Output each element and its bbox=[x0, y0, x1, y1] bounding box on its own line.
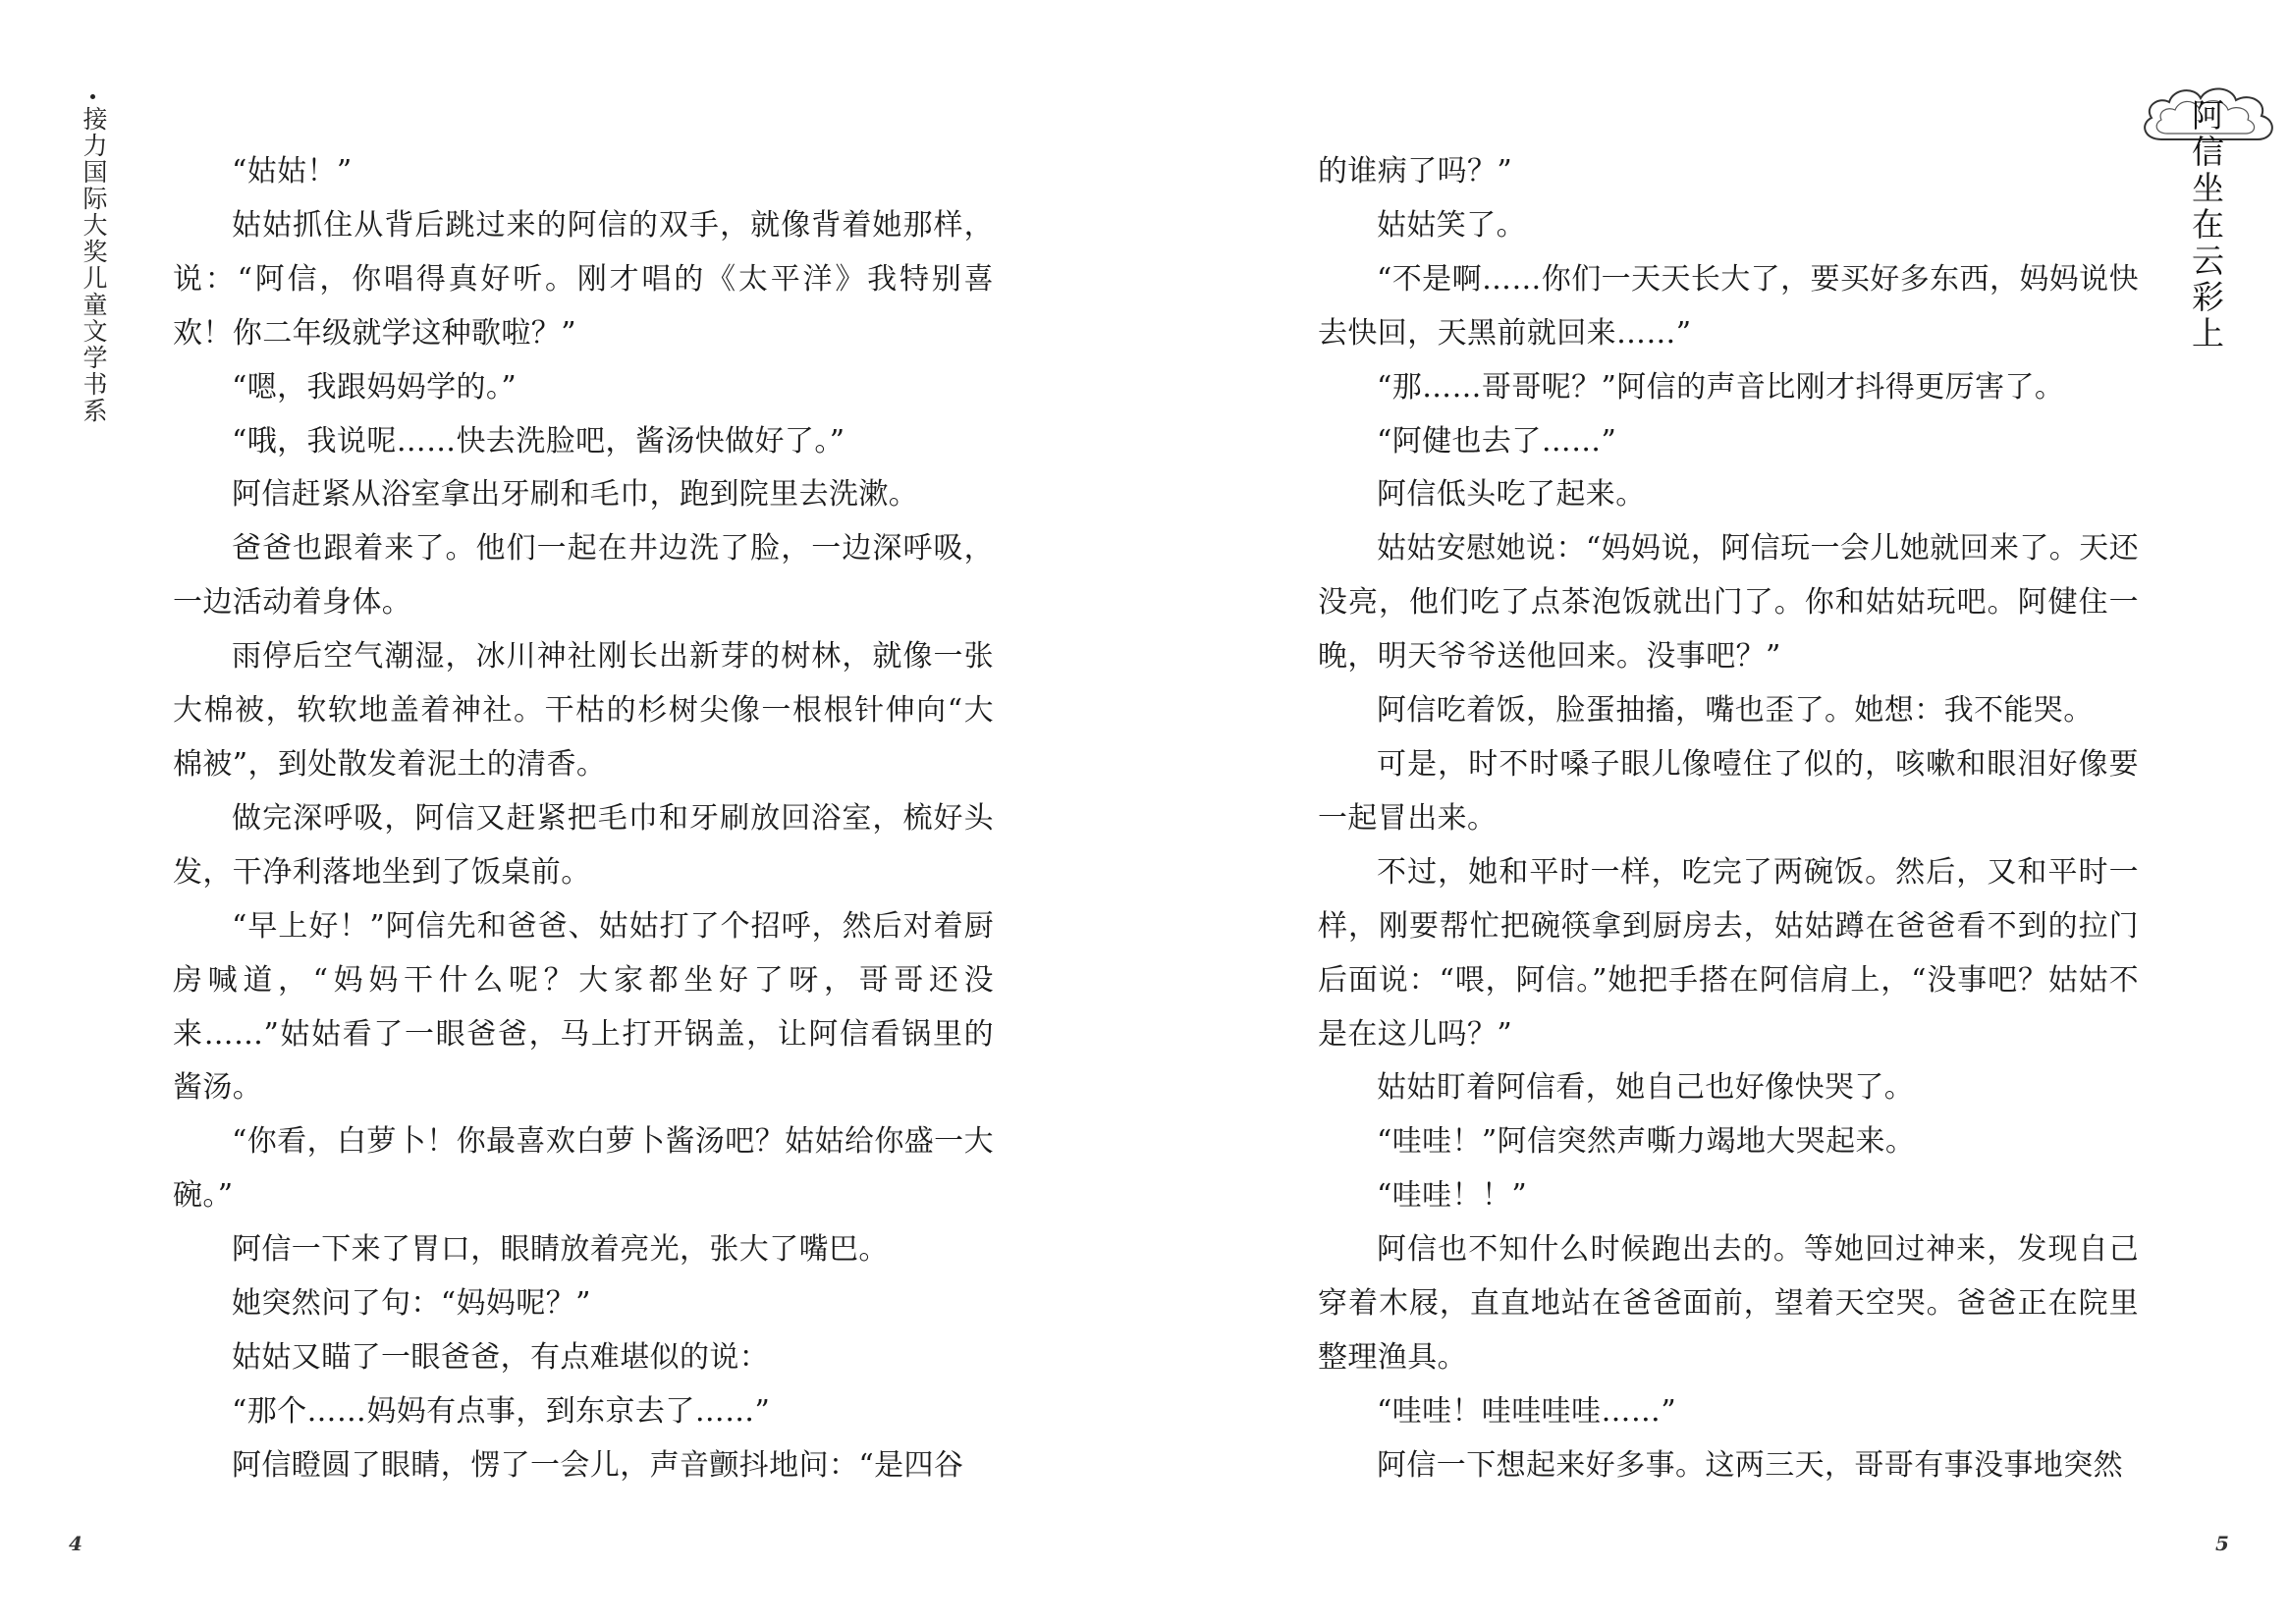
paragraph: “嗯，我跟妈妈学的。” bbox=[232, 369, 518, 405]
paragraph: “你看，白萝卜！你最喜欢白萝卜酱汤吧？姑姑给你盛一大碗。” bbox=[173, 1124, 994, 1214]
paragraph: 不过，她和平时一样，吃完了两碗饭。然后，又和平时一样，刚要帮忙把碗筷拿到厨房去，姑姑蹲在爸爸看不到的拉门后面说：“喂，阿信。”她把手搭在阿信肩上，“没事吧？姑姑不是在这儿吗？” bbox=[1318, 854, 2139, 1052]
paragraph: “哇哇！哇哇哇哇……” bbox=[1377, 1393, 1677, 1429]
series-title-dot bbox=[90, 94, 95, 99]
paragraph: 雨停后空气潮湿，冰川神社刚长出新芽的树林，就像一张大棉被，软软地盖着神社。干枯的杉树尖像一根根针伸向“大棉被”，到处散发着泥土的清香。 bbox=[173, 639, 994, 782]
left-page-body bbox=[173, 145, 994, 1493]
paragraph: “哦，我说呢……快去洗脸吧，酱汤快做好了。” bbox=[232, 423, 845, 459]
right-page bbox=[1145, 0, 2289, 1624]
paragraph: “哇哇！！” bbox=[1377, 1178, 1528, 1214]
paragraph: 姑姑又瞄了一眼爸爸，有点难堪似的说： bbox=[232, 1339, 770, 1375]
paragraph: “那……哥哥呢？”阿信的声音比刚才抖得更厉害了。 bbox=[1377, 369, 2065, 405]
paragraph: “阿健也去了……” bbox=[1377, 423, 1617, 459]
paragraph: 阿信吃着饭，脸蛋抽搐，嘴也歪了。她想：我不能哭。 bbox=[1377, 693, 2094, 729]
paragraph: 爸爸也跟着来了。他们一起在井边洗了脸，一边深呼吸，一边活动着身体。 bbox=[173, 531, 994, 621]
page-number-right: 5 bbox=[2215, 1532, 2229, 1555]
paragraph: 做完深呼吸，阿信又赶紧把毛巾和牙刷放回浴室，梳好头发，干净利落地坐到了饭桌前。 bbox=[173, 800, 994, 890]
paragraph: “早上好！”阿信先和爸爸、姑姑打了个招呼，然后对着厨房喊道，“妈妈干什么呢？大家都坐好了呀，哥哥还没来……”姑姑看了一眼爸爸，马上打开锅盖，让阿信看锅里的酱汤。 bbox=[173, 908, 994, 1106]
paragraph: 阿信一下来了胃口，眼睛放着亮光，张大了嘴巴。 bbox=[232, 1232, 889, 1268]
paragraph: “那个……妈妈有点事，到东京去了……” bbox=[232, 1393, 771, 1429]
paragraph: “哇哇！”阿信突然声嘶力竭地大哭起来。 bbox=[1377, 1124, 1916, 1160]
right-page-body bbox=[1318, 145, 2139, 1493]
paragraph: 的谁病了吗？” bbox=[1318, 154, 1513, 189]
paragraph: 姑姑盯着阿信看，她自己也好像快哭了。 bbox=[1377, 1070, 1915, 1106]
paragraph: 可是，时不时嗓子眼儿像噎住了似的，咳嗽和眼泪好像要一起冒出来。 bbox=[1318, 746, 2139, 836]
page-number-left: 4 bbox=[69, 1532, 82, 1555]
paragraph: 姑姑安慰她说：“妈妈说，阿信玩一会儿她就回来了。天还没亮，他们吃了点茶泡饭就出门了。你和姑姑玩吧。阿健住一晚，明天爷爷送他回来。没事吧？” bbox=[1318, 531, 2139, 675]
paragraph: 姑姑抓住从背后跳过来的阿信的双手，就像背着她那样，说：“阿信，你唱得真好听。刚才唱的《太平洋》我特别喜欢！你二年级就学这种歌啦？” bbox=[173, 207, 994, 351]
paragraph: 阿信低头吃了起来。 bbox=[1377, 477, 1646, 513]
paragraph: 阿信也不知什么时候跑出去的。等她回过神来，发现自己穿着木屐，直直地站在爸爸面前，望着天空哭。爸爸正在院里整理渔具。 bbox=[1318, 1232, 2139, 1375]
paragraph: 阿信赶紧从浴室拿出牙刷和毛巾，跑到院里去洗漱。 bbox=[232, 477, 919, 513]
paragraph: 阿信一下想起来好多事。这两三天，哥哥有事没事地突然 bbox=[1377, 1447, 2123, 1483]
paragraph: 她突然问了句：“妈妈呢？” bbox=[232, 1286, 591, 1322]
paragraph: 姑姑笑了。 bbox=[1377, 207, 1526, 243]
chapter-title: 阿信坐在云彩上 bbox=[2187, 98, 2225, 352]
series-title: 接力国际大奖儿童文学书系 bbox=[80, 106, 108, 424]
paragraph: 阿信瞪圆了眼睛，愣了一会儿，声音颤抖地问：“是四谷 bbox=[232, 1447, 964, 1483]
paragraph: “姑姑！” bbox=[232, 154, 353, 189]
paragraph: “不是啊……你们一天天长大了，要买好多东西，妈妈说快去快回，天黑前就回来……” bbox=[1318, 261, 2139, 351]
left-page bbox=[0, 0, 1144, 1624]
